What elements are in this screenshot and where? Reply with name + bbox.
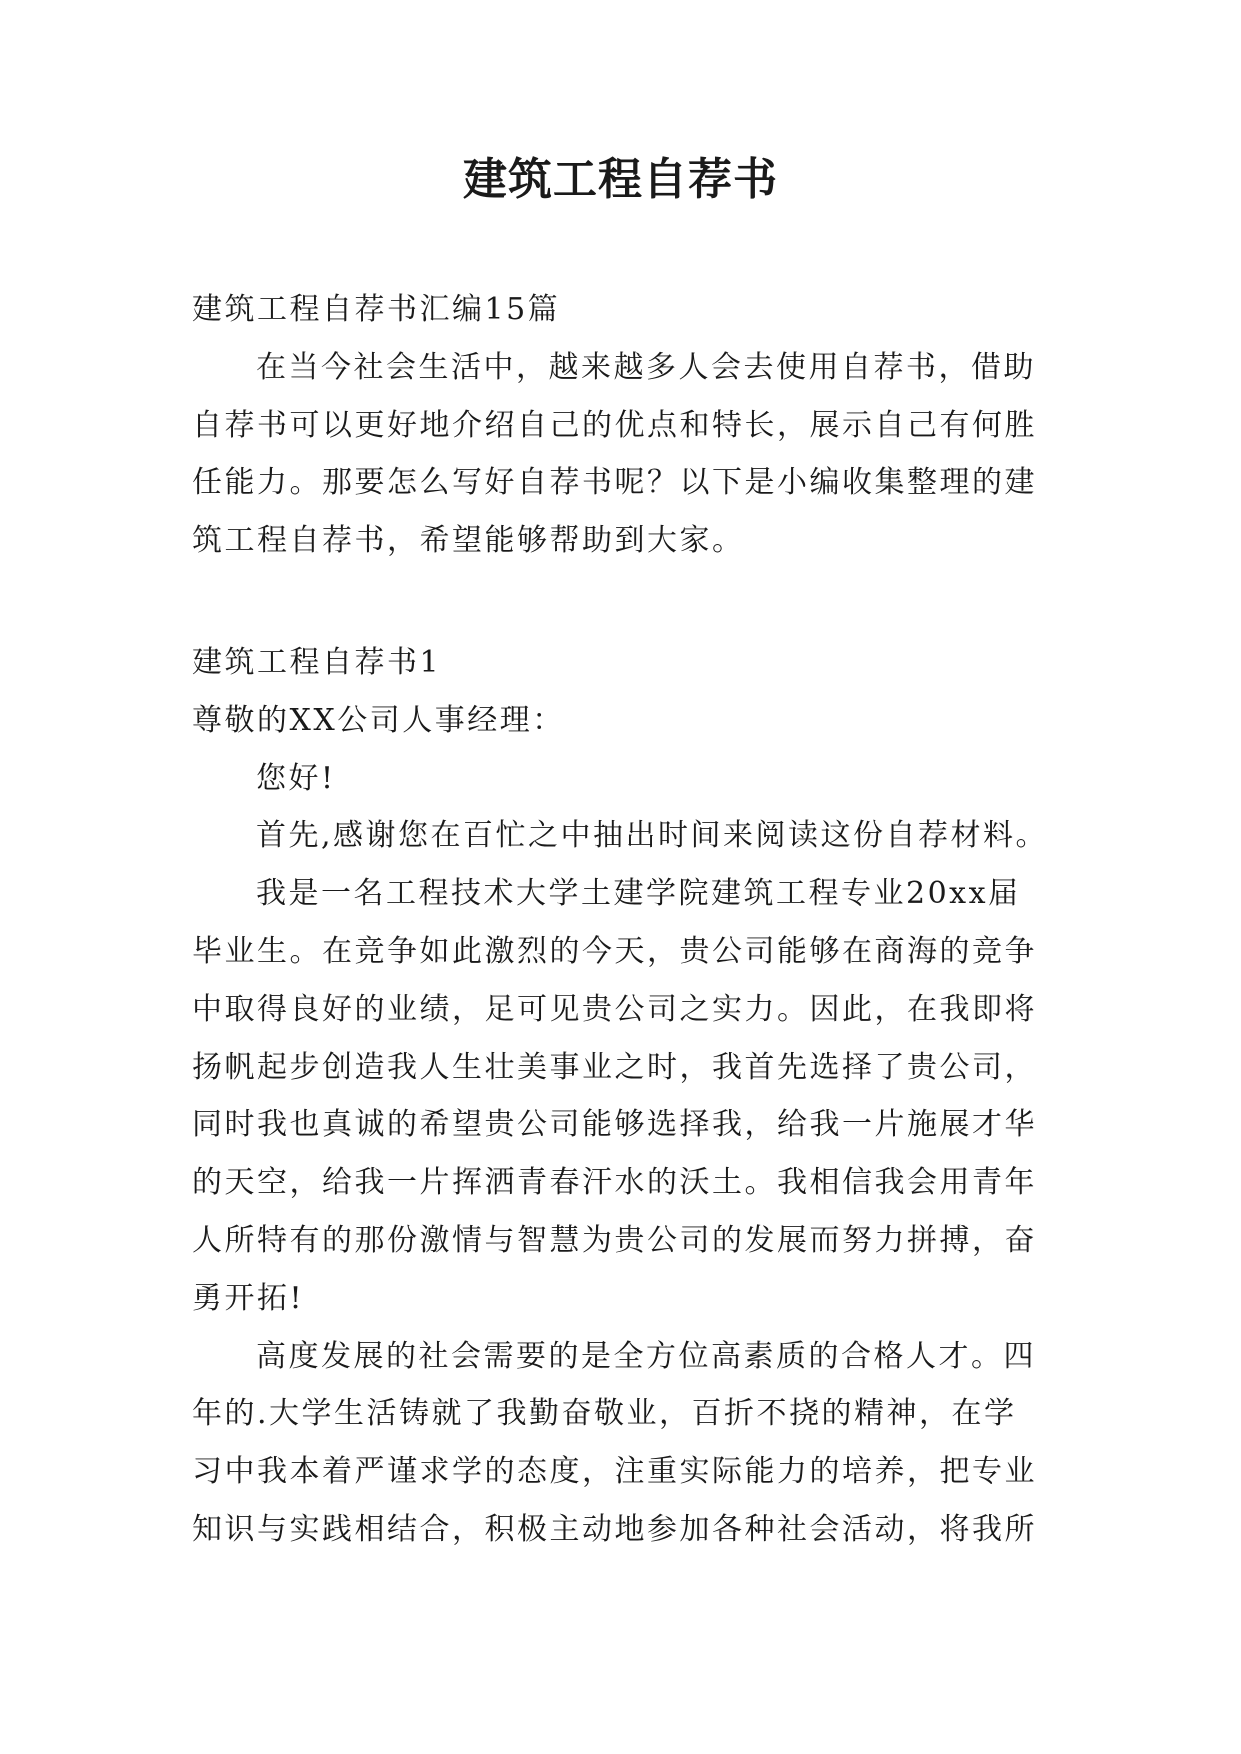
salutation: 尊敬的XX公司人事经理： bbox=[192, 702, 565, 738]
paragraph-line: 人所特有的那份激情与智慧为贵公司的发展而努力拼搏，奋 bbox=[192, 1222, 1037, 1258]
paragraph-2 bbox=[192, 865, 1062, 1327]
paragraph-line: 毕业生。在竞争如此激烈的今天，贵公司能够在商海的竞争 bbox=[192, 933, 1037, 969]
paragraph-line: 同时我也真诚的希望贵公司能够选择我，给我一片施展才华 bbox=[192, 1107, 1037, 1143]
greeting: 您好! bbox=[256, 760, 336, 796]
document-title: 建筑工程自荐书 bbox=[463, 154, 778, 205]
spacer bbox=[192, 570, 1062, 634]
paragraph-line: 我是一名工程技术大学土建学院建筑工程专业20xx届 bbox=[256, 876, 1021, 912]
paragraph-line: 知识与实践相结合，积极主动地参加各种社会活动，将我所 bbox=[192, 1511, 1037, 1547]
paragraph-line: 在当今社会生活中，越来越多人会去使用自荐书，借助 bbox=[256, 349, 1036, 385]
paragraph-line: 扬帆起步创造我人生壮美事业之时，我首先选择了贵公司， bbox=[192, 1049, 1037, 1085]
paragraph-1: 首先,感谢您在百忙之中抽出时间来阅读这份自荐材料。 bbox=[256, 818, 1049, 854]
paragraph-line: 筑工程自荐书，希望能够帮助到大家。 bbox=[192, 523, 745, 559]
section-heading: 建筑工程自荐书1 bbox=[192, 644, 442, 680]
paragraph-3 bbox=[192, 1328, 1062, 1559]
paragraph-line: 高度发展的社会需要的是全方位高素质的合格人才。四 bbox=[256, 1338, 1036, 1374]
paragraph-line: 中取得良好的业绩，足可见贵公司之实力。因此，在我即将 bbox=[192, 991, 1037, 1027]
paragraph-line: 自荐书可以更好地介绍自己的优点和特长，展示自己有何胜 bbox=[192, 407, 1037, 443]
intro-paragraph bbox=[192, 339, 1062, 570]
paragraph-line: 年的.大学生活铸就了我勤奋敬业，百折不挠的精神，在学 bbox=[192, 1396, 1017, 1432]
paragraph-line: 的天空，给我一片挥洒青春汗水的沃土。我相信我会用青年 bbox=[192, 1165, 1037, 1201]
paragraph-line: 任能力。那要怎么写好自荐书呢？以下是小编收集整理的建 bbox=[192, 465, 1037, 501]
document-subtitle: 建筑工程自荐书汇编15篇 bbox=[192, 292, 561, 327]
paragraph-line: 勇开拓! bbox=[192, 1280, 305, 1316]
paragraph-line: 习中我本着严谨求学的态度，注重实际能力的培养，把专业 bbox=[192, 1454, 1037, 1490]
document-body bbox=[192, 281, 1062, 1559]
